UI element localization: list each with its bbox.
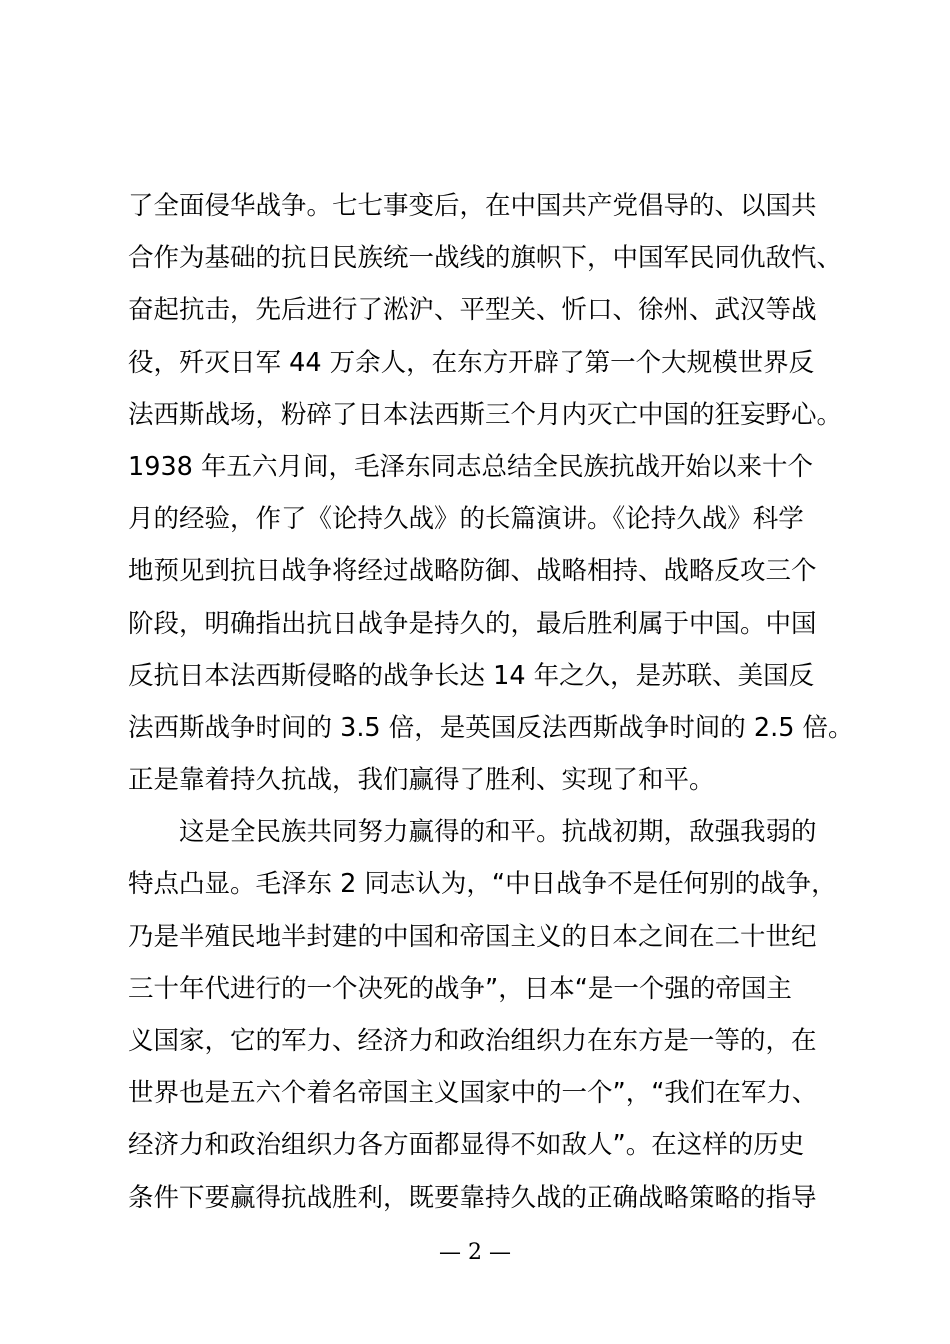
text-line: 经济力和政治组织力各方面都显得不如敌人”。在这样的历史 xyxy=(128,1130,805,1161)
text-line: 法西斯战场，粉碎了日本法西斯三个月内灭亡中国的狂妄野心。 xyxy=(128,399,843,430)
text-line: 特点凸显。毛泽东 2 同志认为，“中日战争不是任何别的战争， xyxy=(128,869,837,900)
text-line: 1938 年五六月间，毛泽东同志总结全民族抗战开始以来十个 xyxy=(128,451,814,482)
text-line: 合作为基础的抗日民族统一战线的旗帜下，中国军民同仇敌忾、 xyxy=(128,243,843,274)
text-line: 条件下要赢得抗战胜利，既要靠持久战的正确战略策略的指导 xyxy=(128,1182,817,1213)
text-line: 三十年代进行的一个决死的战争”，日本“是一个强的帝国主 xyxy=(128,973,792,1004)
text-line: 正是靠着持久抗战，我们赢得了胜利、实现了和平。 xyxy=(128,765,715,796)
text-line: 义国家，它的军力、经济力和政治组织力在东方是一等的，在 xyxy=(128,1026,817,1056)
page-number: — 2 — xyxy=(439,1240,511,1265)
text-line: 了全面侵华战争。七七事变后，在中国共产党倡导的、以国共 xyxy=(128,191,817,221)
body-text xyxy=(128,180,854,1224)
text-line: 乃是半殖民地半封建的中国和帝国主义的日本之间在二十世纪 xyxy=(128,921,817,952)
paragraph-start-line: 这是全民族共同努力赢得的和平。抗战初期，敌强我弱的 xyxy=(179,817,817,848)
text-line: 法西斯战争时间的 3.5 倍，是英国反法西斯战争时间的 2.5 倍。 xyxy=(128,712,854,743)
text-line: 月的经验，作了《论持久战》的长篇演讲。《论持久战》科学 xyxy=(128,504,804,535)
text-line: 役，歼灭日军 44 万余人，在东方开辟了第一个大规模世界反 xyxy=(128,347,815,378)
text-line: 阶段，明确指出抗日战争是持久的，最后胜利属于中国。中国 xyxy=(128,608,817,639)
text-line: 地预见到抗日战争将经过战略防御、战略相持、战略反攻三个 xyxy=(128,556,817,587)
text-line: 反抗日本法西斯侵略的战争长达 14 年之久，是苏联、美国反 xyxy=(128,660,815,691)
text-line: 世界也是五六个着名帝国主义国家中的一个”，“我们在军力、 xyxy=(128,1078,818,1109)
text-line: 奋起抗击，先后进行了淞沪、平型关、忻口、徐州、武汉等战 xyxy=(128,295,817,326)
